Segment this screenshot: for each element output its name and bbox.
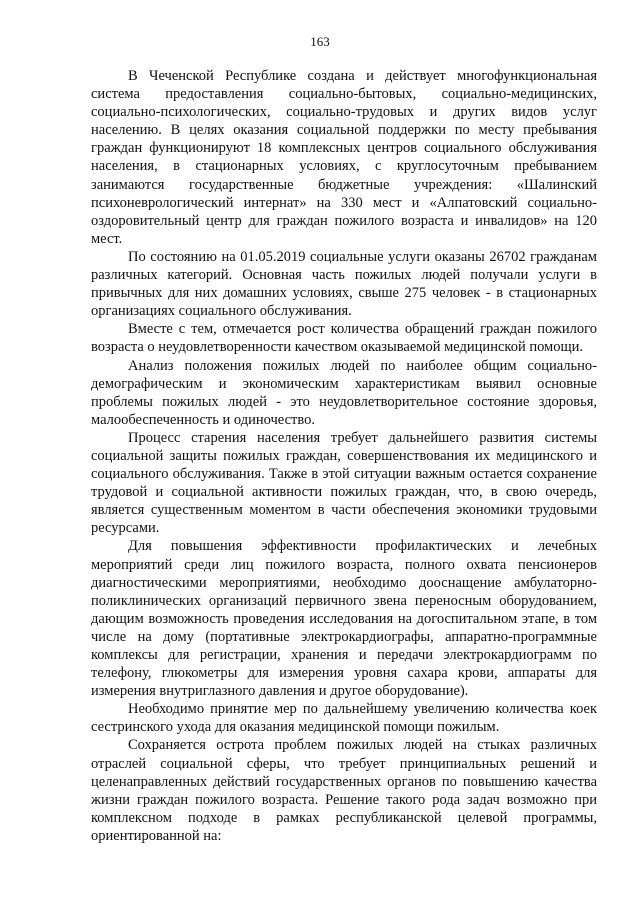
page-number: 163 xyxy=(310,34,330,49)
paragraph-4: Анализ положения пожилых людей по наиболее общим социально-демографическим и экономическим характеристикам выявил основные проблемы пожилых людей - это неудовлетворительное состояние здоровья, малообеспеченность и одиночество. xyxy=(91,357,597,428)
paragraph-3: Вместе с тем, отмечается рост количества обращений граждан пожилого возраста о неудовлетворенности качеством оказываемой медицинской помощи. xyxy=(91,321,597,356)
body-text xyxy=(91,67,597,845)
paragraph-2: По состоянию на 01.05.2019 социальные услуги оказаны 26702 гражданам различных категорий. Основная часть пожилых людей получали услуги в привычных для них домашних условиях, свыше 275 человек - в стационарных организациях социального обслуживания. xyxy=(91,248,597,320)
paragraph-1: В Чеченской Республике создана и действует многофункциональная система предоставления социально-бытовых, социально-медицинских, социально-психологических, социально-трудовых и других видов услуг населению. В целях оказания социальной поддержки по месту пребывания граждан функционируют 18 комплексных центров социального обслуживания населения, в стационарных условиях, с круглосуточным пребыванием занимаются государственные бюджетные учреждения: «Шалинский психоневрологический интернат» на 330 мест и «Алпатовский социально-оздоровительный центр для граждан пожилого возраста и инвалидов» на 120 мест. xyxy=(91,68,597,247)
paragraph-6: Для повышения эффективности профилактических и лечебных мероприятий среди лиц пожилого возраста, полного охвата пенсионеров диагностическими мероприятиями, необходимо дооснащение амбулаторно-поликлинических организаций первичного звена переносным оборудованием, дающим возможность проведения исследования на догоспитальном этапе, в том числе на дому (портативные электрокардиографы, аппаратно-программные комплексы для регистрации, хранения и передачи электрокардиограмм по телефону, глюкометры для измерения уровня сахара крови, аппараты для измерения внутриглазного давления и другое оборудование). xyxy=(91,538,597,700)
paragraph-7: Необходимо принятие мер по дальнейшему увеличению количества коек сестринского ухода для оказания медицинской помощи пожилым. xyxy=(91,701,597,736)
paragraph-8: Сохраняется острота проблем пожилых людей на стыках различных отраслей социальной сферы, что требует принципиальных решений и целенаправленных действий государственных органов по повышению качества жизни граждан пожилого возраста. Решение такого рода задач возможно при комплексном подходе в рамках республиканской целевой программы, ориентированной на: xyxy=(91,737,597,844)
paragraph-5: Процесс старения населения требует дальнейшего развития системы социальной защиты пожилых граждан, совершенствования их медицинского и социального обслуживания. Также в этой ситуации важным остается сохранение трудовой и социальной активности пожилых граждан, что, в свою очередь, является существенным моментом в части обеспечения экономики трудовыми ресурсами. xyxy=(91,429,597,537)
